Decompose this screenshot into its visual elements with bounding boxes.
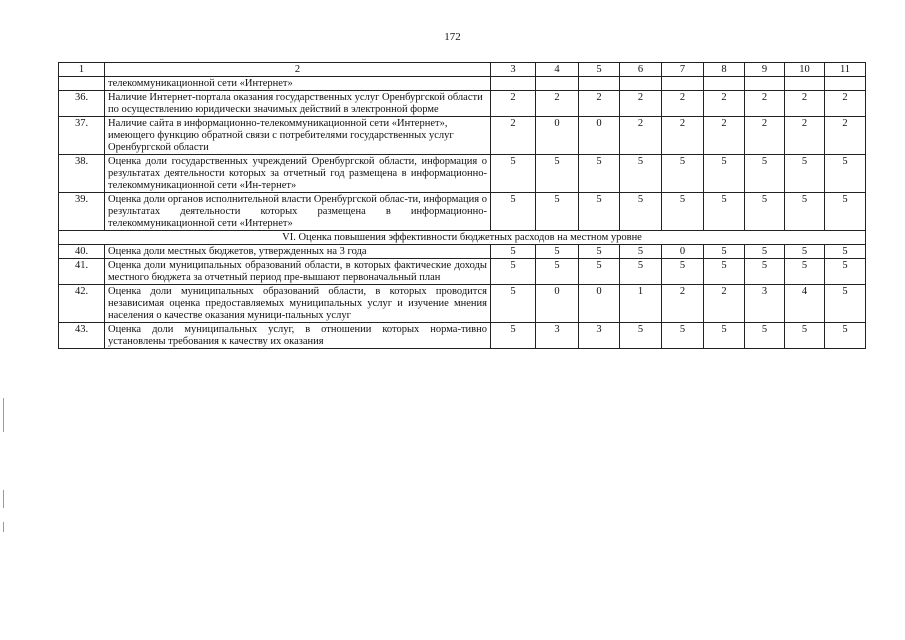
- header-cell: 4: [536, 63, 579, 77]
- header-cell: 6: [620, 63, 662, 77]
- value-cell: 5: [662, 155, 704, 193]
- value-cell: [825, 77, 866, 91]
- value-cell: 5: [662, 323, 704, 349]
- row-description-cell: Оценка доли муниципальных услуг, в отношении которых норма-тивно установлены требования к качеству их оказания: [105, 323, 491, 349]
- value-cell: 5: [662, 193, 704, 231]
- value-cell: 5: [825, 245, 866, 259]
- scan-edge-mark: [3, 522, 4, 532]
- value-cell: 5: [662, 259, 704, 285]
- value-cell: 5: [536, 193, 579, 231]
- value-cell: 5: [825, 259, 866, 285]
- row-description-cell: Оценка доли органов исполнительной власти Оренбургской облас-ти, информация о результатах деятельности которых размещена в информационно-телекоммуникационной сети «Интернет»: [105, 193, 491, 231]
- value-cell: 5: [579, 155, 620, 193]
- value-cell: [785, 77, 825, 91]
- row-number-cell: 38.: [59, 155, 105, 193]
- value-cell: 5: [579, 259, 620, 285]
- value-cell: 5: [620, 245, 662, 259]
- value-cell: 2: [491, 91, 536, 117]
- row-number-cell: 41.: [59, 259, 105, 285]
- value-cell: 5: [825, 323, 866, 349]
- row-number-cell: 36.: [59, 91, 105, 117]
- header-cell: 10: [785, 63, 825, 77]
- value-cell: 3: [579, 323, 620, 349]
- value-cell: 2: [620, 117, 662, 155]
- value-cell: 2: [662, 285, 704, 323]
- value-cell: 2: [491, 117, 536, 155]
- table-row: [59, 323, 866, 349]
- value-cell: 5: [579, 245, 620, 259]
- value-cell: [579, 77, 620, 91]
- header-cell: 8: [704, 63, 745, 77]
- value-cell: 2: [745, 117, 785, 155]
- value-cell: 2: [785, 117, 825, 155]
- value-cell: [491, 77, 536, 91]
- value-cell: 2: [662, 91, 704, 117]
- value-cell: 5: [825, 155, 866, 193]
- value-cell: 5: [704, 245, 745, 259]
- row-description-cell: Оценка доли муниципальных образований области, в которых фактические доходы местного бюджета за отчетный период пре-вышают первоначальный план: [105, 259, 491, 285]
- header-cell: 11: [825, 63, 866, 77]
- continuation-row: [59, 77, 866, 91]
- continuation-text: телекоммуникационной сети «Интернет»: [105, 77, 491, 91]
- value-cell: 3: [745, 285, 785, 323]
- value-cell: 5: [745, 193, 785, 231]
- value-cell: 2: [825, 91, 866, 117]
- value-cell: 2: [579, 91, 620, 117]
- row-number-cell: [59, 77, 105, 91]
- value-cell: 5: [620, 155, 662, 193]
- table-row: [59, 155, 866, 193]
- value-cell: 5: [745, 245, 785, 259]
- value-cell: 5: [536, 155, 579, 193]
- table-row: [59, 91, 866, 117]
- value-cell: [745, 77, 785, 91]
- value-cell: 4: [785, 285, 825, 323]
- value-cell: 2: [620, 91, 662, 117]
- table-row: [59, 117, 866, 155]
- value-cell: 2: [825, 117, 866, 155]
- value-cell: 5: [704, 323, 745, 349]
- value-cell: 5: [785, 323, 825, 349]
- value-cell: 5: [620, 193, 662, 231]
- value-cell: 5: [579, 193, 620, 231]
- row-number-cell: 43.: [59, 323, 105, 349]
- value-cell: 2: [662, 117, 704, 155]
- value-cell: 5: [785, 155, 825, 193]
- value-cell: 0: [536, 285, 579, 323]
- header-cell: 3: [491, 63, 536, 77]
- value-cell: 5: [536, 259, 579, 285]
- header-cell: 9: [745, 63, 785, 77]
- value-cell: 2: [704, 117, 745, 155]
- table-row: [59, 259, 866, 285]
- value-cell: 2: [704, 285, 745, 323]
- header-cell: 2: [105, 63, 491, 77]
- scan-edge-mark: [3, 490, 4, 508]
- value-cell: 2: [704, 91, 745, 117]
- value-cell: 2: [745, 91, 785, 117]
- value-cell: 2: [536, 91, 579, 117]
- header-cell: 7: [662, 63, 704, 77]
- value-cell: 5: [536, 245, 579, 259]
- value-cell: 5: [491, 155, 536, 193]
- row-number-cell: 40.: [59, 245, 105, 259]
- row-number-cell: 39.: [59, 193, 105, 231]
- value-cell: 5: [745, 155, 785, 193]
- value-cell: [704, 77, 745, 91]
- value-cell: 1: [620, 285, 662, 323]
- value-cell: 5: [704, 259, 745, 285]
- column-number-header-row: [59, 63, 866, 77]
- row-description-cell: Оценка доли местных бюджетов, утвержденных на 3 года: [105, 245, 491, 259]
- value-cell: 5: [704, 193, 745, 231]
- row-description-cell: Оценка доли государственных учреждений Оренбургской области, информация о результатах деятельности которых за отчетный год размещена в информационно-телекоммуникационной сети «Ин-тернет»: [105, 155, 491, 193]
- value-cell: 5: [785, 259, 825, 285]
- value-cell: 3: [536, 323, 579, 349]
- header-cell: 1: [59, 63, 105, 77]
- value-cell: 5: [785, 245, 825, 259]
- value-cell: [536, 77, 579, 91]
- value-cell: [620, 77, 662, 91]
- value-cell: 0: [662, 245, 704, 259]
- value-cell: 0: [579, 117, 620, 155]
- table-row: [59, 193, 866, 231]
- value-cell: 5: [491, 193, 536, 231]
- section-heading-row: [59, 231, 866, 245]
- value-cell: 0: [536, 117, 579, 155]
- scan-edge-mark: [3, 398, 4, 432]
- value-cell: 5: [745, 259, 785, 285]
- value-cell: 2: [785, 91, 825, 117]
- row-description-cell: Оценка доли муниципальных образований области, в которых проводится независимая оценка предоставляемых муниципальных услуг и изучение мнения населения о качестве оказания муници-пальных услуг: [105, 285, 491, 323]
- table-row: [59, 285, 866, 323]
- page-number: 172: [444, 31, 461, 43]
- value-cell: 5: [620, 259, 662, 285]
- value-cell: 5: [491, 285, 536, 323]
- value-cell: 5: [620, 323, 662, 349]
- value-cell: 5: [825, 285, 866, 323]
- value-cell: 5: [704, 155, 745, 193]
- value-cell: [662, 77, 704, 91]
- row-number-cell: 42.: [59, 285, 105, 323]
- row-number-cell: 37.: [59, 117, 105, 155]
- value-cell: 5: [491, 323, 536, 349]
- value-cell: 5: [825, 193, 866, 231]
- value-cell: 5: [491, 245, 536, 259]
- evaluation-table: [58, 62, 866, 349]
- header-cell: 5: [579, 63, 620, 77]
- value-cell: 5: [491, 259, 536, 285]
- value-cell: 0: [579, 285, 620, 323]
- row-description-cell: Наличие Интернет-портала оказания государственных услуг Оренбургской области по осуществлению юридически значимых действий в электронной форме: [105, 91, 491, 117]
- row-description-cell: Наличие сайта в информационно-телекоммуникационной сети «Интернет», имеющего функцию обратной связи с потребителями государственных услуг Оренбургской области: [105, 117, 491, 155]
- value-cell: 5: [785, 193, 825, 231]
- value-cell: 5: [745, 323, 785, 349]
- table-row: [59, 245, 866, 259]
- section-heading: VI. Оценка повышения эффективности бюджетных расходов на местном уровне: [59, 231, 866, 245]
